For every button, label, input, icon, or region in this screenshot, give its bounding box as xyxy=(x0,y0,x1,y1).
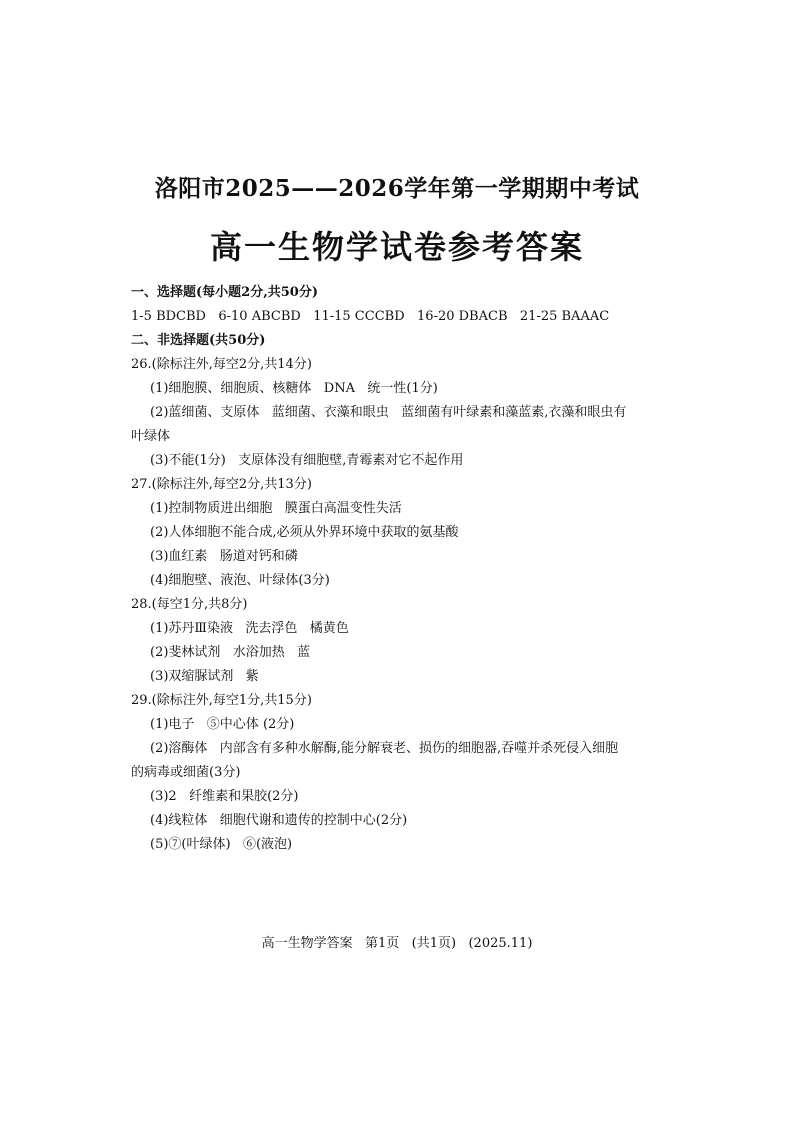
q28-heading: 28.(每空1分,共8分) xyxy=(131,597,248,612)
q28-answer-1: (1)苏丹Ⅲ染液 洗去浮色 橘黄色 xyxy=(150,621,349,636)
section1-heading: 一、选择题(每小题2分,共50分) xyxy=(131,285,318,300)
answer-key-title: 高一生物学试卷参考答案 xyxy=(209,228,584,266)
answer-body xyxy=(131,281,671,857)
q27-answer-1: (1)控制物质进出细胞 膜蛋白高温变性失活 xyxy=(150,501,402,516)
q29-heading: 29.(除标注外,每空1分,共15分) xyxy=(131,693,312,708)
q29-answer-2: (2)溶酶体 内部含有多种水解酶,能分解衰老、损伤的细胞器,吞噬并杀死侵入细胞 xyxy=(150,741,619,756)
q29-answer-5: (5)⑦(叶绿体) ⑥(液泡) xyxy=(150,837,293,852)
q29-answer-2-cont: 的病毒或细菌(3分) xyxy=(131,765,241,780)
exam-title: 洛阳市2025——2026学年第一学期期中考试 xyxy=(154,175,640,202)
q28-answer-2: (2)斐林试剂 水浴加热 蓝 xyxy=(150,645,311,660)
page-footer: 高一生物学答案 第1页 (共1页) (2025.11) xyxy=(261,936,533,951)
q29-answer-3: (3)2 纤维素和果胶(2分) xyxy=(150,789,299,804)
choice-answers: 1-5 BDCBD 6-10 ABCBD 11-15 CCCBD 16-20 DBACB 21-25 BAAAC xyxy=(131,309,610,324)
q27-answer-2: (2)人体细胞不能合成,必须从外界环境中获取的氨基酸 xyxy=(150,525,459,540)
q27-answer-4: (4)细胞壁、液泡、叶绿体(3分) xyxy=(150,573,330,588)
q29-answer-4: (4)线粒体 细胞代谢和遗传的控制中心(2分) xyxy=(150,813,408,828)
q26-answer-1: (1)细胞膜、细胞质、核糖体 DNA 统一性(1分) xyxy=(150,381,438,396)
q26-answer-2: (2)蓝细菌、支原体 蓝细菌、衣藻和眼虫 蓝细菌有叶绿素和藻蓝素,衣藻和眼虫有 xyxy=(150,405,627,420)
q27-heading: 27.(除标注外,每空2分,共13分) xyxy=(131,477,312,492)
q26-heading: 26.(除标注外,每空2分,共14分) xyxy=(131,357,312,372)
q27-answer-3: (3)血红素 肠道对钙和磷 xyxy=(150,549,298,564)
q26-answer-3: (3)不能(1分) 支原体没有细胞壁,青霉素对它不起作用 xyxy=(150,453,464,468)
section2-heading: 二、非选择题(共50分) xyxy=(131,333,266,348)
q28-answer-3: (3)双缩脲试剂 紫 xyxy=(150,669,259,684)
q29-answer-1: (1)电子 ⑤中心体 (2分) xyxy=(150,717,295,732)
q26-answer-2-cont: 叶绿体 xyxy=(131,429,171,444)
